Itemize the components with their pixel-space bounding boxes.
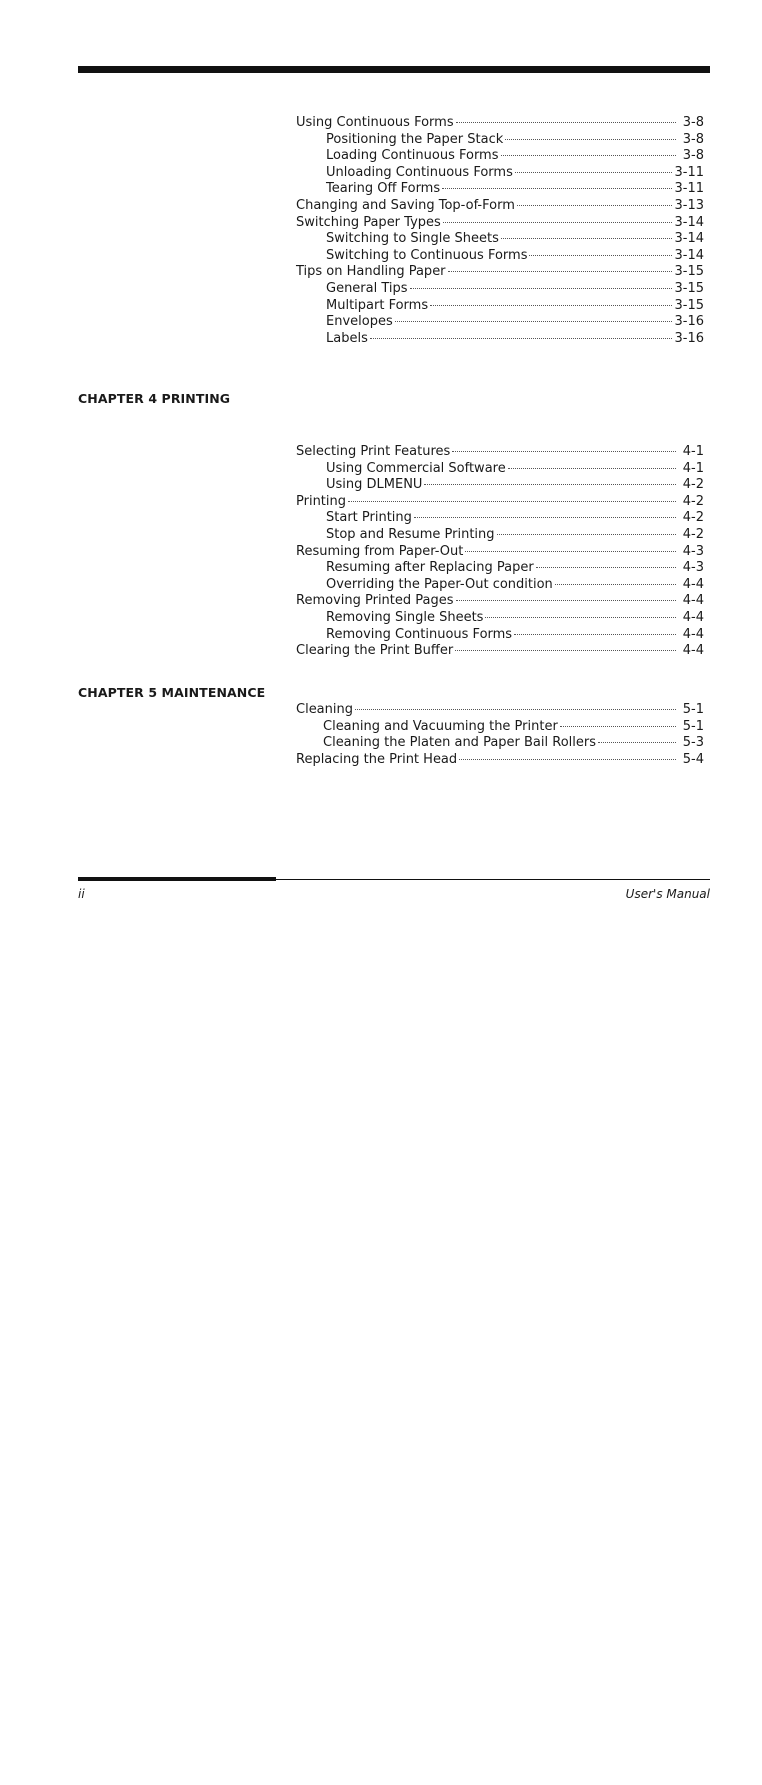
footer-rule-thin [276,879,710,880]
toc-entry[interactable] [296,132,704,149]
toc-entry[interactable] [296,610,704,627]
toc-entry-title: Multipart Forms [326,297,429,313]
toc-entry-title: Tearing Off Forms [326,181,441,197]
toc-leader [505,139,676,140]
toc-leader [452,451,676,452]
footer-rule-thick [78,877,276,881]
toc-entry[interactable] [296,527,704,544]
toc-entry-title: Cleaning [296,702,353,717]
toc-entry-title: Labels [326,330,368,346]
toc-leader [424,484,676,485]
toc-entry-page: 5-4 [682,751,704,767]
toc-leader [485,617,676,618]
toc-entry[interactable] [296,735,704,752]
toc-entry-page: 4-4 [682,576,704,592]
toc-entry-page: 4-2 [682,510,704,526]
toc-entry-title: Printing [296,493,347,509]
toc-section-5 [296,702,704,768]
toc-entry[interactable] [296,719,704,736]
toc-entry-page: 4-2 [682,526,704,542]
toc-entry-page: 4-1 [682,444,704,459]
toc-entry[interactable] [296,281,704,298]
toc-leader [459,759,676,760]
toc-entry-page: 3-15 [674,280,704,296]
toc-entry-page: 3-11 [674,181,704,197]
toc-entry-title: Resuming from Paper-Out [296,543,464,559]
toc-entry-title: Loading Continuous Forms [326,148,499,164]
toc-entry-title: Using Commercial Software [326,460,506,476]
toc-leader [370,338,673,339]
toc-leader [555,584,676,585]
toc-leader [536,567,676,568]
toc-leader [448,271,673,272]
toc-entry[interactable] [296,461,704,478]
toc-entry-page: 3-16 [674,330,704,346]
toc-entry-title: Resuming after Replacing Paper [326,560,534,576]
toc-entry[interactable] [296,181,704,198]
toc-entry[interactable] [296,148,704,165]
toc-entry-title: Cleaning and Vacuuming the Printer [323,718,558,734]
toc-entry-title: Start Printing [326,510,412,526]
manual-title: User's Manual [625,887,710,901]
toc-entry-page: 5-1 [682,702,704,717]
toc-entry-page: 4-1 [682,460,704,476]
toc-entry-title: Positioning the Paper Stack [326,131,504,147]
toc-leader [515,172,673,173]
chapter-heading-maintenance: CHAPTER 5 MAINTENANCE [78,685,266,700]
toc-entry-page: 4-4 [682,626,704,642]
toc-entry-page: 4-2 [682,477,704,493]
toc-entry-page: 4-4 [682,593,704,609]
toc-entry-page: 3-14 [674,214,704,230]
toc-entry-page: 3-8 [682,148,704,164]
toc-leader [560,726,676,727]
toc-leader [456,122,676,123]
toc-entry[interactable] [296,298,704,315]
toc-leader [455,650,676,651]
toc-entry-title: General Tips [326,280,408,296]
toc-entry-page: 3-14 [674,231,704,247]
toc-entry[interactable] [296,444,704,461]
toc-leader [465,551,676,552]
toc-entry[interactable] [296,702,704,719]
toc-entry-page: 3-15 [674,264,704,280]
toc-leader [443,222,673,223]
toc-entry[interactable] [296,494,704,511]
toc-leader [430,305,672,306]
toc-entry-title: Replacing the Print Head [296,751,458,767]
toc-entry-title: Switching Paper Types [296,214,441,230]
toc-leader [355,709,676,710]
toc-entry-title: Removing Single Sheets [326,609,484,625]
toc-entry[interactable] [296,752,704,769]
toc-entry[interactable] [296,544,704,561]
toc-entry-title: Unloading Continuous Forms [326,164,513,180]
toc-leader [598,742,676,743]
toc-entry-page: 3-8 [682,115,704,130]
toc-entry[interactable] [296,198,704,215]
toc-entry-page: 4-4 [682,643,704,659]
toc-entry-page: 3-13 [674,197,704,213]
toc-entry-page: 4-4 [682,609,704,625]
page-number: ii [78,887,85,901]
chapter-heading-printing: CHAPTER 4 PRINTING [78,391,231,406]
toc-entry-page: 3-16 [674,314,704,330]
toc-entry[interactable] [296,593,704,610]
toc-section-4 [296,444,704,660]
toc-entry[interactable] [296,477,704,494]
toc-entry[interactable] [296,643,704,660]
toc-entry-page: 4-3 [682,543,704,559]
toc-leader [501,238,673,239]
toc-leader [514,634,676,635]
toc-leader [442,188,672,189]
toc-leader [456,600,676,601]
toc-leader [529,255,672,256]
toc-entry-title: Removing Continuous Forms [326,626,513,642]
toc-entry-page: 4-3 [682,560,704,576]
toc-entry[interactable] [296,560,704,577]
toc-entry[interactable] [296,331,704,348]
toc-entry-title: Selecting Print Features [296,444,451,459]
toc-entry-title: Using DLMENU [326,477,423,493]
toc-entry-page: 5-1 [682,718,704,734]
toc-entry-title: Envelopes [326,314,393,330]
toc-entry-title: Switching to Single Sheets [326,231,499,247]
toc-entry-title: Removing Printed Pages [296,593,454,609]
toc-entry-page: 3-11 [674,164,704,180]
top-rule [78,66,710,73]
toc-entry-page: 3-14 [674,247,704,263]
toc-entry[interactable] [296,264,704,281]
toc-entry-page: 3-15 [674,297,704,313]
toc-leader [348,501,676,502]
toc-leader [501,155,677,156]
toc-entry-title: Switching to Continuous Forms [326,247,528,263]
toc-entry-title: Stop and Resume Printing [326,526,495,542]
toc-entry-title: Changing and Saving Top-of-Form [296,197,515,213]
toc-leader [517,205,673,206]
toc-entry[interactable] [296,510,704,527]
toc-entry[interactable] [296,165,704,182]
toc-leader [414,517,676,518]
toc-entry[interactable] [296,577,704,594]
toc-entry[interactable] [296,215,704,232]
toc-entry-title: Overriding the Paper-Out condition [326,576,553,592]
toc-entry[interactable] [296,115,704,132]
toc-entry-page: 5-3 [682,735,704,751]
toc-leader [395,321,673,322]
toc-entry[interactable] [296,231,704,248]
toc-entry[interactable] [296,627,704,644]
toc-entry-title: Cleaning the Platen and Paper Bail Rollers [323,735,596,751]
toc-leader [497,534,676,535]
toc-section-3 [296,115,704,347]
toc-entry[interactable] [296,248,704,265]
toc-entry-page: 3-8 [682,131,704,147]
toc-leader [410,288,673,289]
toc-entry-page: 4-2 [682,493,704,509]
toc-entry[interactable] [296,314,704,331]
toc-entry-title: Tips on Handling Paper [296,264,446,280]
toc-entry-title: Using Continuous Forms [296,115,454,130]
toc-entry-title: Clearing the Print Buffer [296,643,454,659]
toc-leader [508,468,676,469]
